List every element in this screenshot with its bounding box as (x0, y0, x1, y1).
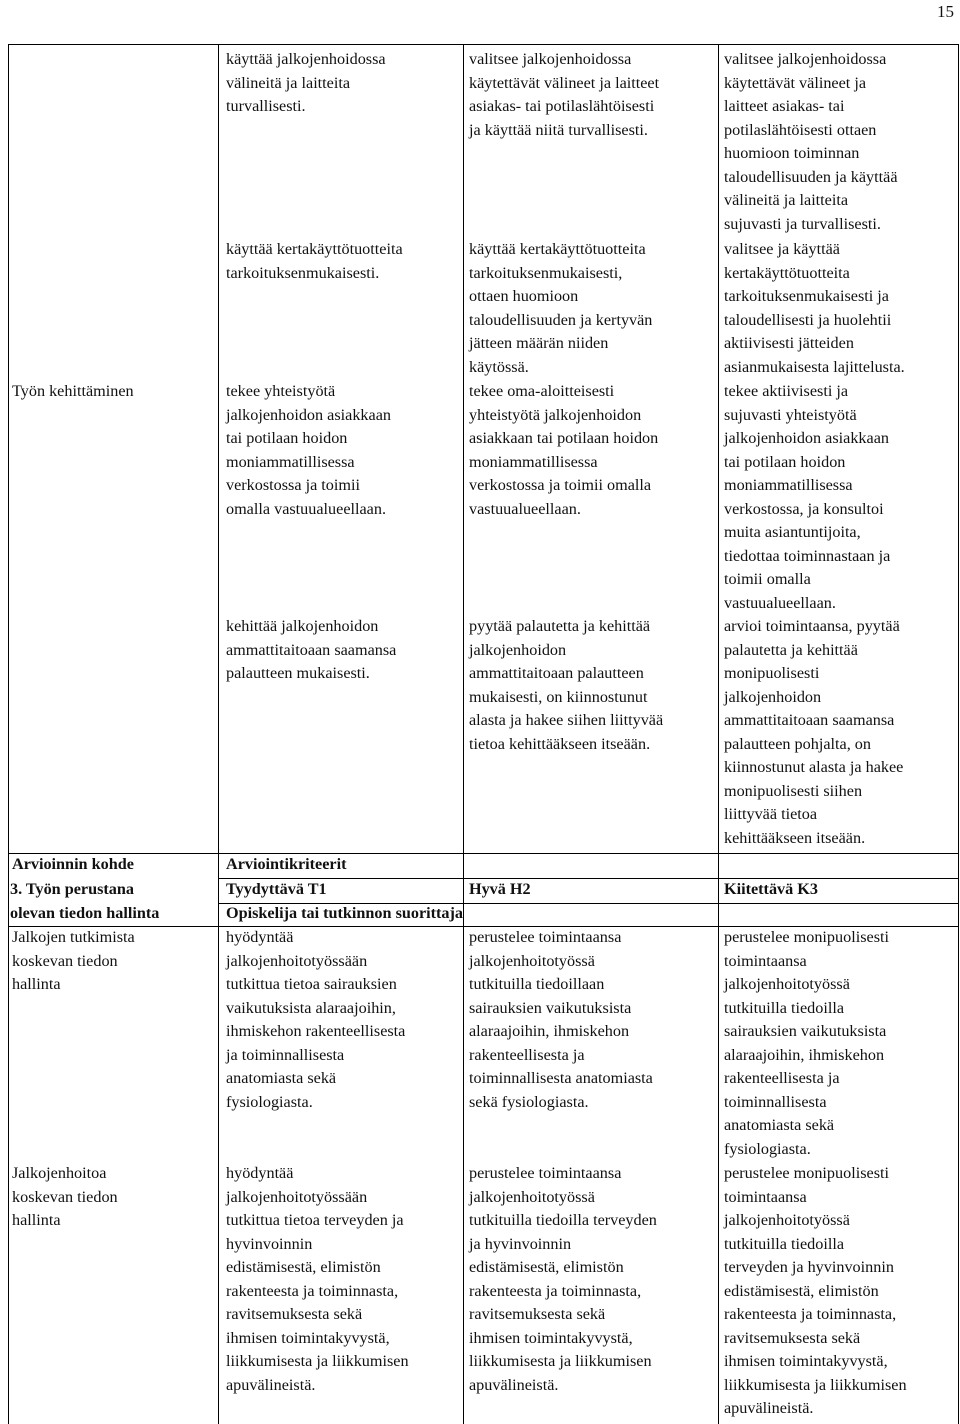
row3-hyva-cell: tekee oma-aloitteisesti yhteistyötä jalkojenhoidon asiakkaan tai potilaan hoidon moniammatillisessa verkostossa ja toimii omalla vastuualueellaan. (469, 382, 659, 518)
arviointikriteerit-heading: Arviointikriteerit (226, 855, 347, 873)
row2-hyva-cell: käyttää kertakäyttötuotteita tarkoituksenmukaisesti, ottaen huomioon taloudellisuuden ja kertyvän jätteen määrän niiden käytössä. (469, 240, 653, 376)
row1-tyydyttava-cell: käyttää jalkojenhoidossa välineitä ja laitteita turvallisesti. (226, 50, 386, 115)
row2-kiitettava-cell: valitsee ja käyttää kertakäyttötuotteita tarkoituksenmukaisesti ja taloudellisesti ja huolehtii aktiivisesti jätteiden asianmukaisesta lajittelusta. (724, 240, 905, 376)
hyva-heading: Hyvä H2 (469, 880, 531, 898)
row4-hyva-cell: pyytää palautetta ja kehittää jalkojenhoidon ammattitaitoaan palautteen mukaisesti, on kiinnostunut alasta ja hakee siihen liittyvää tietoa kehittääkseen itseään. (469, 617, 664, 753)
row1-hyva-cell: valitsee jalkojenhoidossa käytettävät välineet ja laitteet asiakas- tai potilaslähtöisesti ja käyttää niitä turvallisesti. (469, 50, 660, 139)
row2-tyydyttava-cell: käyttää kertakäyttötuotteita tarkoituksenmukaisesti. (226, 240, 403, 282)
jalkojenhoitoa-label: Jalkojenhoitoa koskevan tiedon hallinta (12, 1164, 118, 1229)
tyydyttava-heading: Tyydyttävä T1 (226, 880, 327, 898)
page-number: 15 (937, 2, 954, 21)
row3-kiitettava-cell: tekee aktiivisesti ja sujuvasti yhteistyötä jalkojenhoidon asiakkaan tai potilaan hoidon moniammatillisessa verkostossa, ja konsultoi muita asiantuntijoita, tiedottaa toiminnastaan ja toimii omalla vastuualueellaan. (724, 382, 891, 612)
opiskelija-heading: Opiskelija tai tutkinnon suorittaja (226, 904, 464, 922)
lower-row2-hyva-cell: perustelee toimintaansa jalkojenhoitotyössä tutkituilla tiedoilla terveyden ja hyvinvoinnin edistämisestä, elimistön rakenteesta ja toiminnasta, ravitsemuksesta sekä ihmisen toimintakyvystä, liikkumisesta ja liikkumisen apuvälineistä. (469, 1164, 657, 1394)
row3-tyydyttava-cell: tekee yhteistyötä jalkojenhoidon asiakkaan tai potilaan hoidon moniammatillisessa verkostossa ja toimii omalla vastuualueellaan. (226, 382, 391, 518)
row4-kiitettava-cell: arvioi toimintaansa, pyytää palautetta ja kehittää monipuolisesti jalkojenhoidon ammattitaitoaan saamansa palautteen pohjalta, on kiinnostunut alasta ja hakee monipuolisesti siihen liittyvää tietoa kehittääkseen itseään. (724, 617, 904, 847)
lower-row1-hyva-cell: perustelee toimintaansa jalkojenhoitotyössä tutkituilla tiedoillaan sairauksien vaikutuksista alaraajoihin, ihmiskehon rakenteellisesta ja toiminnallisesta anatomiasta sekä fysiologiasta. (469, 928, 653, 1111)
row3-kohde-cell: Työn kehittäminen (12, 382, 134, 400)
lower-row2-tyydyttava-cell: hyödyntää jalkojenhoitotyössään tutkittua tietoa terveyden ja hyvinvoinnin edistämisestä, elimistön rakenteesta ja toiminnasta, ravitsemuksesta sekä ihmisen toimintakyvystä, liikkumisesta ja liikkumisen apuvälineistä. (226, 1164, 409, 1394)
row1-kiitettava-cell: valitsee jalkojenhoidossa käytettävät välineet ja laitteet asiakas- tai potilaslähtöisesti ottaen huomioon toiminnan taloudellisuuden ja käyttää välineitä ja laitteita sujuvasti ja turvallisesti. (724, 50, 898, 233)
lower-row2-kiitettava-cell: perustelee monipuolisesti toimintaansa jalkojenhoitotyössä tutkituilla tiedoilla terveyden ja hyvinvoinnin edistämisestä, elimistön rakenteesta ja toiminnasta, ravitsemuksesta sekä ihmisen toimintakyvystä, liikkumisesta ja liikkumisen apuvälineistä. (724, 1164, 907, 1417)
kiitettava-heading: Kiitettävä K3 (724, 880, 818, 898)
jalkojen-tutkimista-label: Jalkojen tutkimista koskevan tiedon hallinta (12, 928, 135, 993)
section-title: 3. Työn perustana olevan tiedon hallinta (10, 880, 160, 922)
row4-tyydyttava-cell: kehittää jalkojenhoidon ammattitaitoaan saamansa palautteen mukaisesti. (226, 617, 397, 682)
lower-row1-kiitettava-cell: perustelee monipuolisesti toimintaansa jalkojenhoitotyössä tutkituilla tiedoilla sairauksien vaikutuksista alaraajoihin, ihmiskehon rakenteellisesta ja toiminnallisesta anatomiasta sekä fysiologiasta. (724, 928, 889, 1158)
arvioinnin-kohde-heading: Arvioinnin kohde (12, 855, 134, 873)
lower-row1-tyydyttava-cell: hyödyntää jalkojenhoitotyössään tutkittua tietoa sairauksien vaikutuksista alaraajoihin, ihmiskehon rakenteellisesta ja toiminnallisesta anatomiasta sekä fysiologiasta. (226, 928, 406, 1111)
